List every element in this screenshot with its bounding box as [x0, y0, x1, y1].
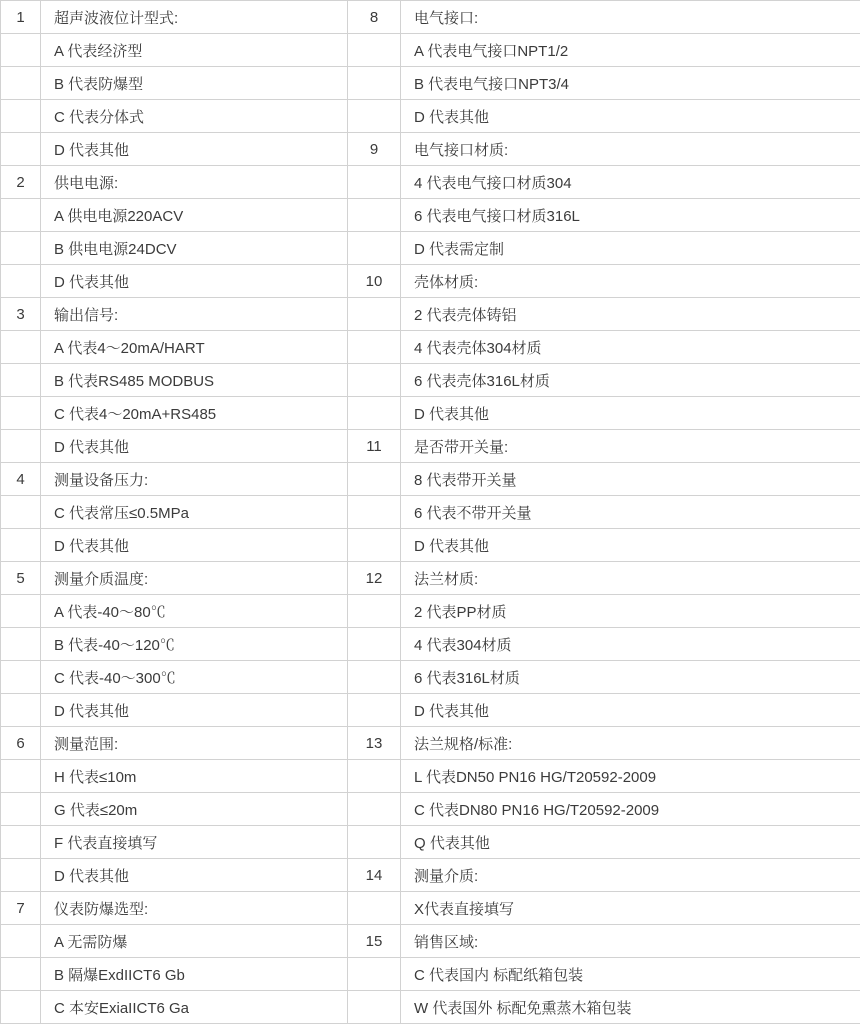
- option-cell-right: 是否带开关量:: [401, 430, 860, 463]
- option-cell-left: 测量范围:: [41, 727, 348, 760]
- option-cell-right: 电气接口材质:: [401, 133, 860, 166]
- index-cell-right: [348, 991, 401, 1024]
- option-cell-right: D 代表其他: [401, 397, 860, 430]
- option-cell-right: C 代表DN80 PN16 HG/T20592-2009: [401, 793, 860, 826]
- table-row: [1, 661, 860, 694]
- index-cell-right: [348, 34, 401, 67]
- index-cell-right: [348, 463, 401, 496]
- option-cell-left: D 代表其他: [41, 133, 348, 166]
- table-row: [1, 265, 860, 298]
- option-cell-right: 6 代表不带开关量: [401, 496, 860, 529]
- table-row: [1, 1, 860, 34]
- index-cell-right: 11: [348, 430, 401, 463]
- index-cell-left: [1, 397, 41, 430]
- option-cell-right: 2 代表PP材质: [401, 595, 860, 628]
- option-cell-right: C 代表国内 标配纸箱包装: [401, 958, 860, 991]
- option-cell-right: 法兰规格/标准:: [401, 727, 860, 760]
- index-cell-right: [348, 628, 401, 661]
- index-cell-right: 15: [348, 925, 401, 958]
- index-cell-right: [348, 958, 401, 991]
- index-cell-left: [1, 496, 41, 529]
- option-cell-left: 测量介质温度:: [41, 562, 348, 595]
- option-cell-left: A 无需防爆: [41, 925, 348, 958]
- table-row: [1, 430, 860, 463]
- option-cell-left: A 供电电源220ACV: [41, 199, 348, 232]
- index-cell-left: [1, 529, 41, 562]
- option-cell-right: W 代表国外 标配免熏蒸木箱包装: [401, 991, 860, 1024]
- table-row: [1, 133, 860, 166]
- option-cell-right: D 代表需定制: [401, 232, 860, 265]
- index-cell-right: [348, 496, 401, 529]
- option-cell-left: C 代表-40～300℃: [41, 661, 348, 694]
- option-cell-right: Q 代表其他: [401, 826, 860, 859]
- option-cell-left: C 本安ExiaIICT6 Ga: [41, 991, 348, 1024]
- table-row: [1, 958, 860, 991]
- option-cell-right: X代表直接填写: [401, 892, 860, 925]
- table-row: [1, 892, 860, 925]
- table-row: [1, 463, 860, 496]
- table-row: [1, 166, 860, 199]
- table-row: [1, 793, 860, 826]
- index-cell-right: [348, 694, 401, 727]
- index-cell-right: [348, 826, 401, 859]
- table-row: [1, 859, 860, 892]
- table-row: [1, 760, 860, 793]
- option-cell-left: C 代表分体式: [41, 100, 348, 133]
- index-cell-right: [348, 364, 401, 397]
- option-cell-left: 输出信号:: [41, 298, 348, 331]
- index-cell-left: [1, 925, 41, 958]
- index-cell-left: 3: [1, 298, 41, 331]
- index-cell-right: [348, 595, 401, 628]
- table-row: [1, 826, 860, 859]
- option-cell-right: 4 代表电气接口材质304: [401, 166, 860, 199]
- table-row: [1, 100, 860, 133]
- index-cell-left: 4: [1, 463, 41, 496]
- index-cell-left: [1, 331, 41, 364]
- option-cell-right: D 代表其他: [401, 694, 860, 727]
- option-cell-left: B 代表RS485 MODBUS: [41, 364, 348, 397]
- index-cell-left: [1, 694, 41, 727]
- index-cell-right: 10: [348, 265, 401, 298]
- index-cell-right: 13: [348, 727, 401, 760]
- option-cell-left: B 供电电源24DCV: [41, 232, 348, 265]
- table-row: [1, 199, 860, 232]
- option-cell-right: 6 代表电气接口材质316L: [401, 199, 860, 232]
- option-cell-right: 销售区域:: [401, 925, 860, 958]
- option-cell-left: G 代表≤20m: [41, 793, 348, 826]
- index-cell-right: [348, 892, 401, 925]
- option-cell-right: 4 代表304材质: [401, 628, 860, 661]
- index-cell-left: [1, 232, 41, 265]
- index-cell-right: 14: [348, 859, 401, 892]
- table-row: [1, 925, 860, 958]
- index-cell-right: [348, 67, 401, 100]
- index-cell-right: [348, 760, 401, 793]
- index-cell-left: [1, 364, 41, 397]
- option-cell-right: 壳体材质:: [401, 265, 860, 298]
- index-cell-right: [348, 661, 401, 694]
- option-cell-left: H 代表≤10m: [41, 760, 348, 793]
- index-cell-left: 5: [1, 562, 41, 595]
- option-cell-right: L 代表DN50 PN16 HG/T20592-2009: [401, 760, 860, 793]
- option-cell-left: D 代表其他: [41, 859, 348, 892]
- table-row: [1, 232, 860, 265]
- index-cell-left: 7: [1, 892, 41, 925]
- index-cell-right: [348, 793, 401, 826]
- option-cell-left: C 代表4～20mA+RS485: [41, 397, 348, 430]
- option-cell-right: 电气接口:: [401, 1, 860, 34]
- option-cell-right: 2 代表壳体铸铝: [401, 298, 860, 331]
- table-row: [1, 562, 860, 595]
- spec-table-body: [1, 1, 860, 1024]
- index-cell-right: [348, 199, 401, 232]
- table-row: [1, 298, 860, 331]
- index-cell-right: [348, 397, 401, 430]
- option-cell-left: B 代表-40～120℃: [41, 628, 348, 661]
- index-cell-right: [348, 232, 401, 265]
- index-cell-left: [1, 991, 41, 1024]
- option-cell-left: 超声波液位计型式:: [41, 1, 348, 34]
- option-cell-left: 测量设备压力:: [41, 463, 348, 496]
- table-row: [1, 34, 860, 67]
- table-row: [1, 727, 860, 760]
- table-row: [1, 364, 860, 397]
- index-cell-left: [1, 67, 41, 100]
- index-cell-right: [348, 298, 401, 331]
- option-cell-right: 6 代表壳体316L材质: [401, 364, 860, 397]
- index-cell-left: [1, 265, 41, 298]
- index-cell-left: [1, 430, 41, 463]
- option-cell-right: B 代表电气接口NPT3/4: [401, 67, 860, 100]
- option-cell-left: 仪表防爆选型:: [41, 892, 348, 925]
- index-cell-left: [1, 661, 41, 694]
- index-cell-right: [348, 331, 401, 364]
- table-row: [1, 628, 860, 661]
- option-cell-left: A 代表经济型: [41, 34, 348, 67]
- option-cell-right: 法兰材质:: [401, 562, 860, 595]
- option-cell-left: D 代表其他: [41, 265, 348, 298]
- index-cell-left: [1, 34, 41, 67]
- option-cell-left: D 代表其他: [41, 529, 348, 562]
- table-row: [1, 991, 860, 1024]
- option-cell-right: 6 代表316L材质: [401, 661, 860, 694]
- index-cell-left: [1, 760, 41, 793]
- table-row: [1, 67, 860, 100]
- table-row: [1, 595, 860, 628]
- index-cell-left: [1, 628, 41, 661]
- option-cell-left: D 代表其他: [41, 430, 348, 463]
- index-cell-left: [1, 859, 41, 892]
- option-cell-right: 8 代表带开关量: [401, 463, 860, 496]
- option-cell-right: 4 代表壳体304材质: [401, 331, 860, 364]
- index-cell-left: 2: [1, 166, 41, 199]
- index-cell-left: [1, 958, 41, 991]
- option-cell-left: C 代表常压≤0.5MPa: [41, 496, 348, 529]
- table-row: [1, 529, 860, 562]
- option-cell-left: D 代表其他: [41, 694, 348, 727]
- index-cell-left: [1, 826, 41, 859]
- index-cell-right: 8: [348, 1, 401, 34]
- index-cell-left: [1, 100, 41, 133]
- option-cell-left: A 代表-40～80℃: [41, 595, 348, 628]
- option-cell-left: 供电电源:: [41, 166, 348, 199]
- table-row: [1, 496, 860, 529]
- index-cell-left: 6: [1, 727, 41, 760]
- index-cell-right: [348, 166, 401, 199]
- table-row: [1, 331, 860, 364]
- option-cell-left: A 代表4～20mA/HART: [41, 331, 348, 364]
- index-cell-left: [1, 133, 41, 166]
- table-row: [1, 694, 860, 727]
- index-cell-right: [348, 529, 401, 562]
- index-cell-right: [348, 100, 401, 133]
- option-cell-right: D 代表其他: [401, 529, 860, 562]
- option-cell-left: F 代表直接填写: [41, 826, 348, 859]
- option-cell-left: B 隔爆ExdIICT6 Gb: [41, 958, 348, 991]
- index-cell-right: 12: [348, 562, 401, 595]
- index-cell-left: [1, 793, 41, 826]
- option-cell-right: 测量介质:: [401, 859, 860, 892]
- index-cell-left: 1: [1, 1, 41, 34]
- option-cell-right: D 代表其他: [401, 100, 860, 133]
- option-cell-right: A 代表电气接口NPT1/2: [401, 34, 860, 67]
- index-cell-left: [1, 199, 41, 232]
- index-cell-right: 9: [348, 133, 401, 166]
- index-cell-left: [1, 595, 41, 628]
- table-row: [1, 397, 860, 430]
- option-cell-left: B 代表防爆型: [41, 67, 348, 100]
